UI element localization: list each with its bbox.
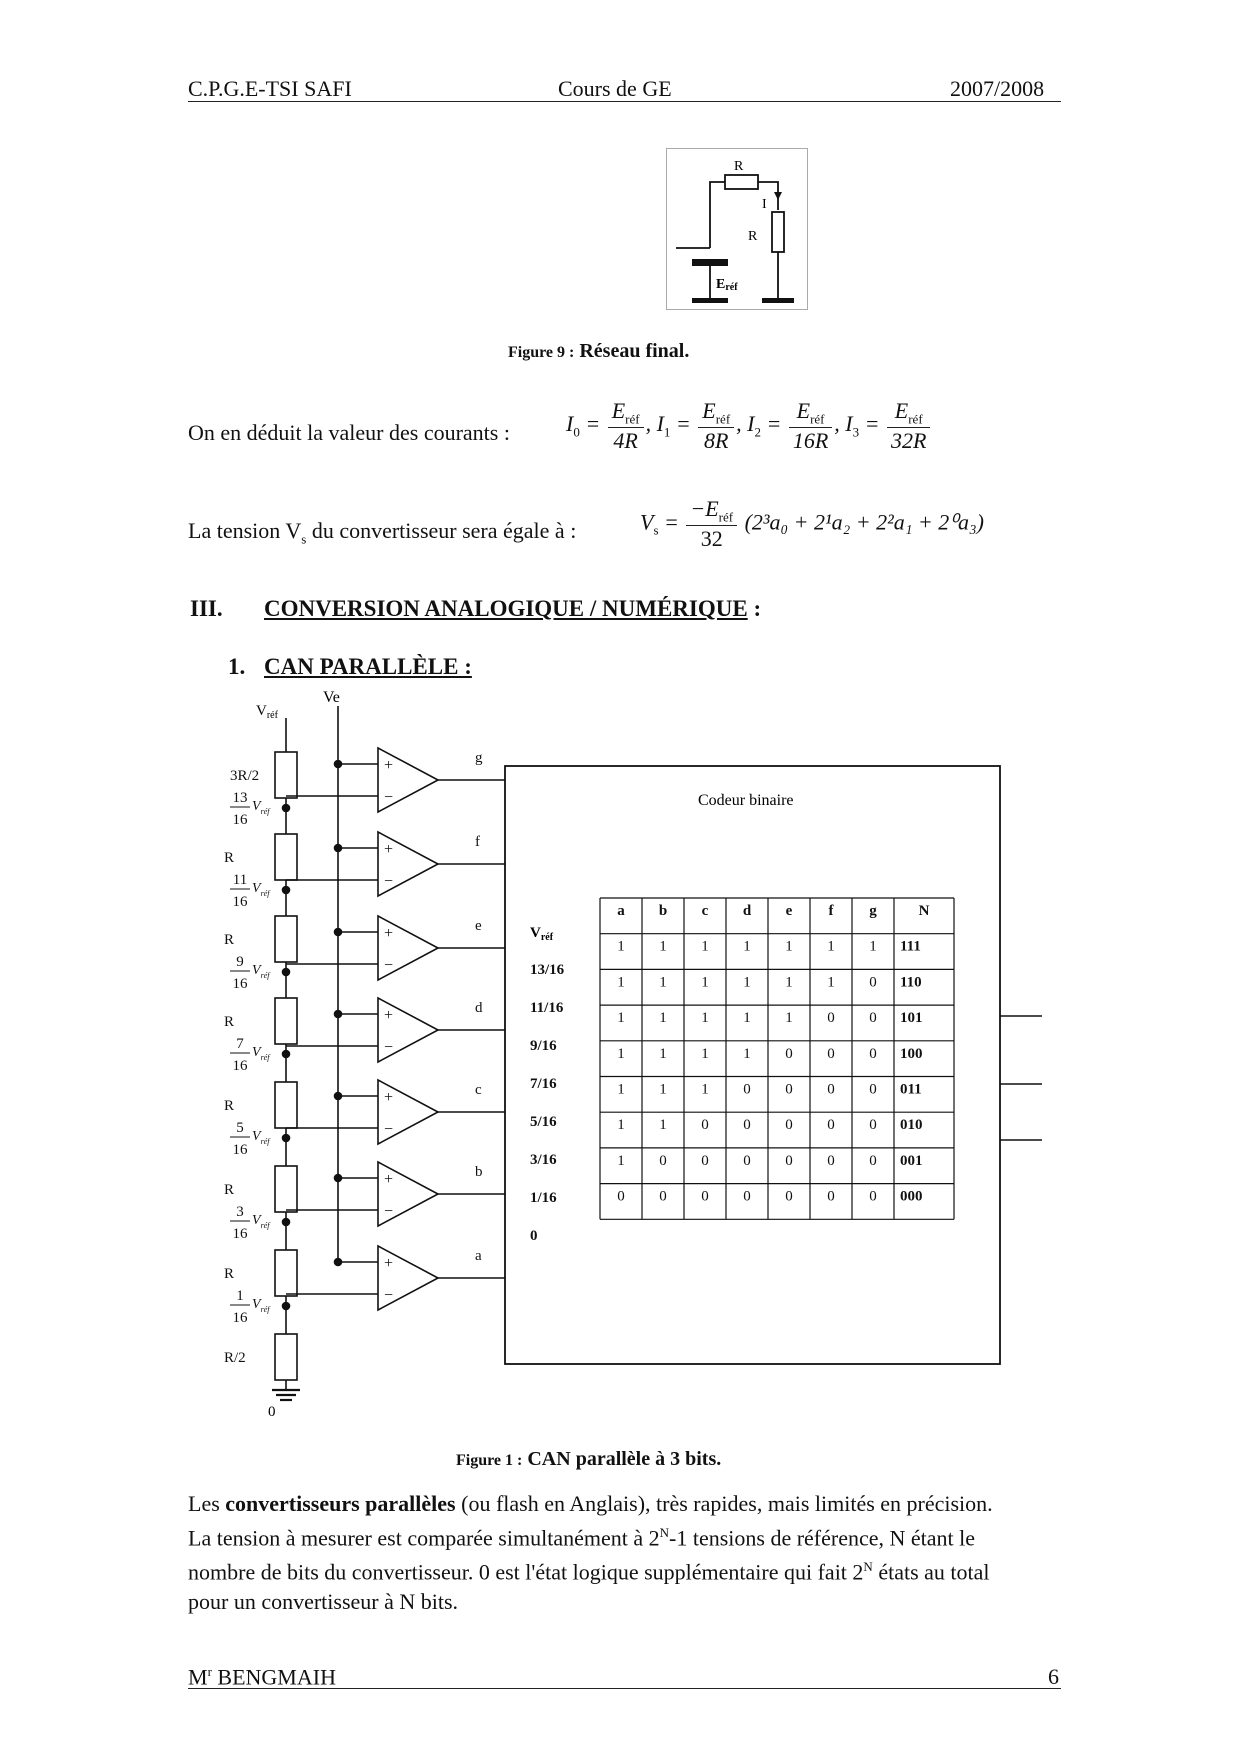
table-cell: 1 [659,1045,667,1062]
svg-text:+: + [384,1255,394,1272]
svg-text:−: − [384,1203,394,1220]
footer-page-number: 6 [1048,1664,1059,1689]
figure-9-caption-prefix: Figure 9 : [508,344,575,361]
resistor [275,1250,297,1296]
resistor-label: R [224,1014,235,1030]
table-header: g [869,903,877,919]
current-i1: $I_1$ = $\frac{E_{réf}}{8R}$ , [656,398,748,454]
resistor-label: R [224,1098,235,1114]
ladder-node [283,1051,290,1058]
svg-text:−: − [384,957,394,974]
table-cell: 1 [701,1010,709,1027]
table-cell: 1 [785,1010,793,1027]
table-header: N [918,903,930,919]
table-cell: 000 [900,1188,923,1205]
table-cell: 001 [900,1152,923,1169]
current-i3: $I_3$ = $\frac{E_{réf}}{32R}$ [845,411,932,436]
table-cell: 0 [869,1117,877,1134]
fig9-r-right-label: R [748,229,758,244]
ladder-vref-label: $V_{réf}$ [256,703,278,721]
table-cell: 1 [701,1081,709,1098]
comparator-output-label: a [475,1248,482,1264]
table-cell: 1 [869,938,877,955]
table-cell: 0 [785,1152,793,1169]
svg-text:16: 16 [232,1226,248,1242]
range-label: 13/16 [530,962,565,978]
resistor [275,1334,297,1380]
resistor-label: R/2 [224,1350,246,1366]
svg-text:Vréf: $V_{réf}$ [252,1297,270,1314]
table-cell: 010 [900,1117,923,1134]
table-cell: 0 [827,1010,835,1027]
table-cell: 0 [701,1188,709,1205]
binary-encoder-box [505,766,1000,1364]
table-cell: 0 [785,1188,793,1205]
comparator-bank [286,748,505,1310]
figure-1-caption-title: CAN parallèle à 3 bits. [527,1448,722,1470]
subsection-number: 1. [228,654,246,679]
svg-text:16: 16 [232,812,248,828]
table-cell: 1 [617,974,625,991]
resistor [275,998,297,1044]
current-i2: $I_2$ = $\frac{E_{réf}}{16R}$ , [747,398,846,454]
svg-text:Vréf: $V_{réf}$ [252,799,270,816]
node-voltage-label [230,954,271,992]
ve-label: Ve [323,690,340,706]
resistor-label: 3R/2 [230,768,260,784]
truth-table [600,898,954,1219]
svg-text:9: 9 [236,954,244,970]
table-cell: 0 [617,1188,625,1205]
table-cell: 1 [743,1045,751,1062]
table-cell: 0 [827,1152,835,1169]
header-center: Cours de GE [558,76,672,101]
vs-equation: $V_s$ = $\frac{-E_{réf}}{32}$ (2³a₀ + 2¹a₂ + 2²a₁ + 2⁰a₃) [640,496,984,552]
section-title: CONVERSION ANALOGIQUE / NUMÉRIQUE : [264,596,762,621]
figure-9-diagram [666,148,808,310]
range-label: 1/16 [530,1190,557,1206]
svg-text:Vréf: $V_{réf}$ [252,881,270,898]
resistor [275,916,297,962]
flash-converter-paragraph: Les convertisseurs parallèles (ou flash en Anglais), très rapides, mais limités en précision. La tension à mesurer est comparée simultanément à $2^N-1$ tensions de référence, N étant le nombre de bits du convertisseur. 0 est l'état logique supplémentaire qui fait $2^N$ états au total pour un convertisseur à N bits. [188,1491,993,1614]
fig9-current-label: I [762,197,767,212]
figure-9-caption-title: Réseau final. [579,340,690,362]
table-cell: 1 [617,1081,625,1098]
table-cell: 1 [743,974,751,991]
ladder-node [283,1219,290,1226]
ladder-node [283,1135,290,1142]
comparator-output-label: c [475,1082,482,1098]
node-voltage-label [230,1120,271,1158]
table-cell: 1 [743,1010,751,1027]
table-cell: 110 [900,974,922,991]
svg-text:−: − [384,873,394,890]
node-voltage-label [230,1036,271,1074]
resistor-label: R [224,932,235,948]
resistor-label: R [224,850,235,866]
node-voltage-label [230,872,271,910]
vs-equation-terms: (2³a₀ + 2¹a₂ + 2²a₁ + 2⁰a₃) [744,509,984,535]
resistor [275,1166,297,1212]
svg-text:1: 1 [236,1288,244,1304]
svg-text:16: 16 [232,1058,248,1074]
svg-text:−: − [384,1287,394,1304]
resistor [275,752,297,798]
fig9-source-label: Eréf [716,277,738,293]
svg-text:16: 16 [232,976,248,992]
subsection-title: CAN PARALLÈLE : [264,654,472,679]
table-cell: 1 [617,938,625,955]
svg-text:Vréf: $V_{réf}$ [252,963,270,980]
ladder-node [283,805,290,812]
comparator-output-label: b [475,1164,483,1180]
section-number: III. [190,596,223,621]
table-cell: 1 [827,938,835,955]
svg-text:+: + [384,1089,394,1106]
svg-text:16: 16 [232,894,248,910]
table-cell: 1 [785,938,793,955]
comparator-output-label: d [475,1000,483,1016]
table-cell: 1 [617,1152,625,1169]
table-cell: 1 [701,1045,709,1062]
table-cell: 0 [785,1081,793,1098]
figure-1-diagram [210,690,1060,1430]
table-cell: 1 [617,1117,625,1134]
table-cell: 0 [827,1188,835,1205]
footer-rule [188,1688,1061,1689]
resistor-label: R [224,1266,235,1282]
encoder-title: Codeur binaire [698,792,794,809]
header-rule [188,101,1061,102]
table-cell: 011 [900,1081,922,1098]
svg-text:16: 16 [232,1142,248,1158]
table-cell: 100 [900,1045,923,1062]
range-header: $V_{réf}$ [530,925,554,943]
table-cell: 0 [785,1117,793,1134]
svg-text:16: 16 [232,1310,248,1326]
fig9-r-top-label: R [734,159,744,174]
table-header: f [828,903,834,919]
svg-text:+: + [384,757,394,774]
table-cell: 0 [869,974,877,991]
table-cell: 0 [743,1188,751,1205]
table-cell: 1 [827,974,835,991]
table-cell: 0 [827,1045,835,1062]
svg-text:−: − [384,1121,394,1138]
header-left: C.P.G.E-TSI SAFI [188,76,352,101]
table-cell: 111 [900,938,921,955]
footer-author: $M^r$ BENGMAIH [188,1664,336,1690]
table-cell: 0 [785,1045,793,1062]
svg-text:Vréf: $V_{réf}$ [252,1213,270,1230]
ladder-node [283,969,290,976]
table-cell: 0 [701,1152,709,1169]
table-cell: 1 [659,938,667,955]
table-cell: 0 [869,1081,877,1098]
table-cell: 0 [743,1117,751,1134]
table-cell: 0 [827,1081,835,1098]
table-cell: 1 [659,1117,667,1134]
svg-text:+: + [384,925,394,942]
svg-text:Vréf: $V_{réf}$ [252,1129,270,1146]
svg-text:+: + [384,1007,394,1024]
range-label: 7/16 [530,1076,557,1092]
node-voltage-label [230,1288,271,1326]
table-cell: 0 [869,1152,877,1169]
table-cell: 1 [659,974,667,991]
table-cell: 1 [617,1010,625,1027]
table-cell: 0 [743,1152,751,1169]
vs-intro: La tension $V_s$ du convertisseur sera égale à : [188,518,577,547]
currents-intro: On en déduit la valeur des courants : [188,420,510,445]
svg-text:5: 5 [236,1120,244,1136]
range-label: 3/16 [530,1152,557,1168]
table-cell: 0 [659,1188,667,1205]
figure-9-caption [508,340,689,363]
table-cell: 1 [785,974,793,991]
range-label: 0 [530,1228,538,1244]
header-right: 2007/2008 [950,76,1045,101]
svg-text:+: + [384,1171,394,1188]
resistor-ladder [272,706,338,1400]
range-label: 5/16 [530,1114,557,1130]
table-cell: 1 [743,938,751,955]
ladder-node [283,1303,290,1310]
table-header: b [658,903,668,919]
table-header: d [742,903,752,919]
svg-text:−: − [384,789,394,806]
comparator-output-label: e [475,918,482,934]
comparator-output-label: g [475,750,483,766]
table-cell: 101 [900,1010,923,1027]
table-cell: 0 [659,1152,667,1169]
ladder-node [283,887,290,894]
currents-equation [566,398,932,454]
svg-text:11: 11 [232,872,248,888]
node-voltage-label [230,790,271,828]
svg-text:+: + [384,841,394,858]
table-cell: 1 [701,974,709,991]
ground-label: 0 [268,1404,276,1420]
resistor-label: R [224,1182,235,1198]
range-label: 9/16 [530,1038,557,1054]
table-cell: 0 [869,1010,877,1027]
table-header: c [701,903,709,919]
table-cell: 1 [617,1045,625,1062]
svg-text:−: − [384,1039,394,1056]
svg-text:3: 3 [236,1204,244,1220]
svg-text:13: 13 [232,790,248,806]
svg-text:Vréf: $V_{réf}$ [252,1045,270,1062]
table-cell: 0 [869,1045,877,1062]
figure-1-caption-prefix: Figure 1 : [456,1452,523,1469]
table-cell: 1 [659,1010,667,1027]
table-cell: 0 [743,1081,751,1098]
resistor [275,834,297,880]
table-cell: 0 [827,1117,835,1134]
current-i0: $I_0$ = $\frac{E_{réf}}{4R}$ , [566,398,657,454]
table-header: a [617,903,625,919]
resistor [275,1082,297,1128]
table-cell: 1 [701,938,709,955]
range-label: 11/16 [530,1000,564,1016]
table-header: e [785,903,793,919]
comparator-output-label: f [475,834,480,850]
table-cell: 0 [869,1188,877,1205]
table-cell: 1 [659,1081,667,1098]
table-cell: 0 [701,1117,709,1134]
svg-text:7: 7 [236,1036,244,1052]
node-voltage-label [230,1204,271,1242]
figure-1-caption [456,1448,721,1471]
